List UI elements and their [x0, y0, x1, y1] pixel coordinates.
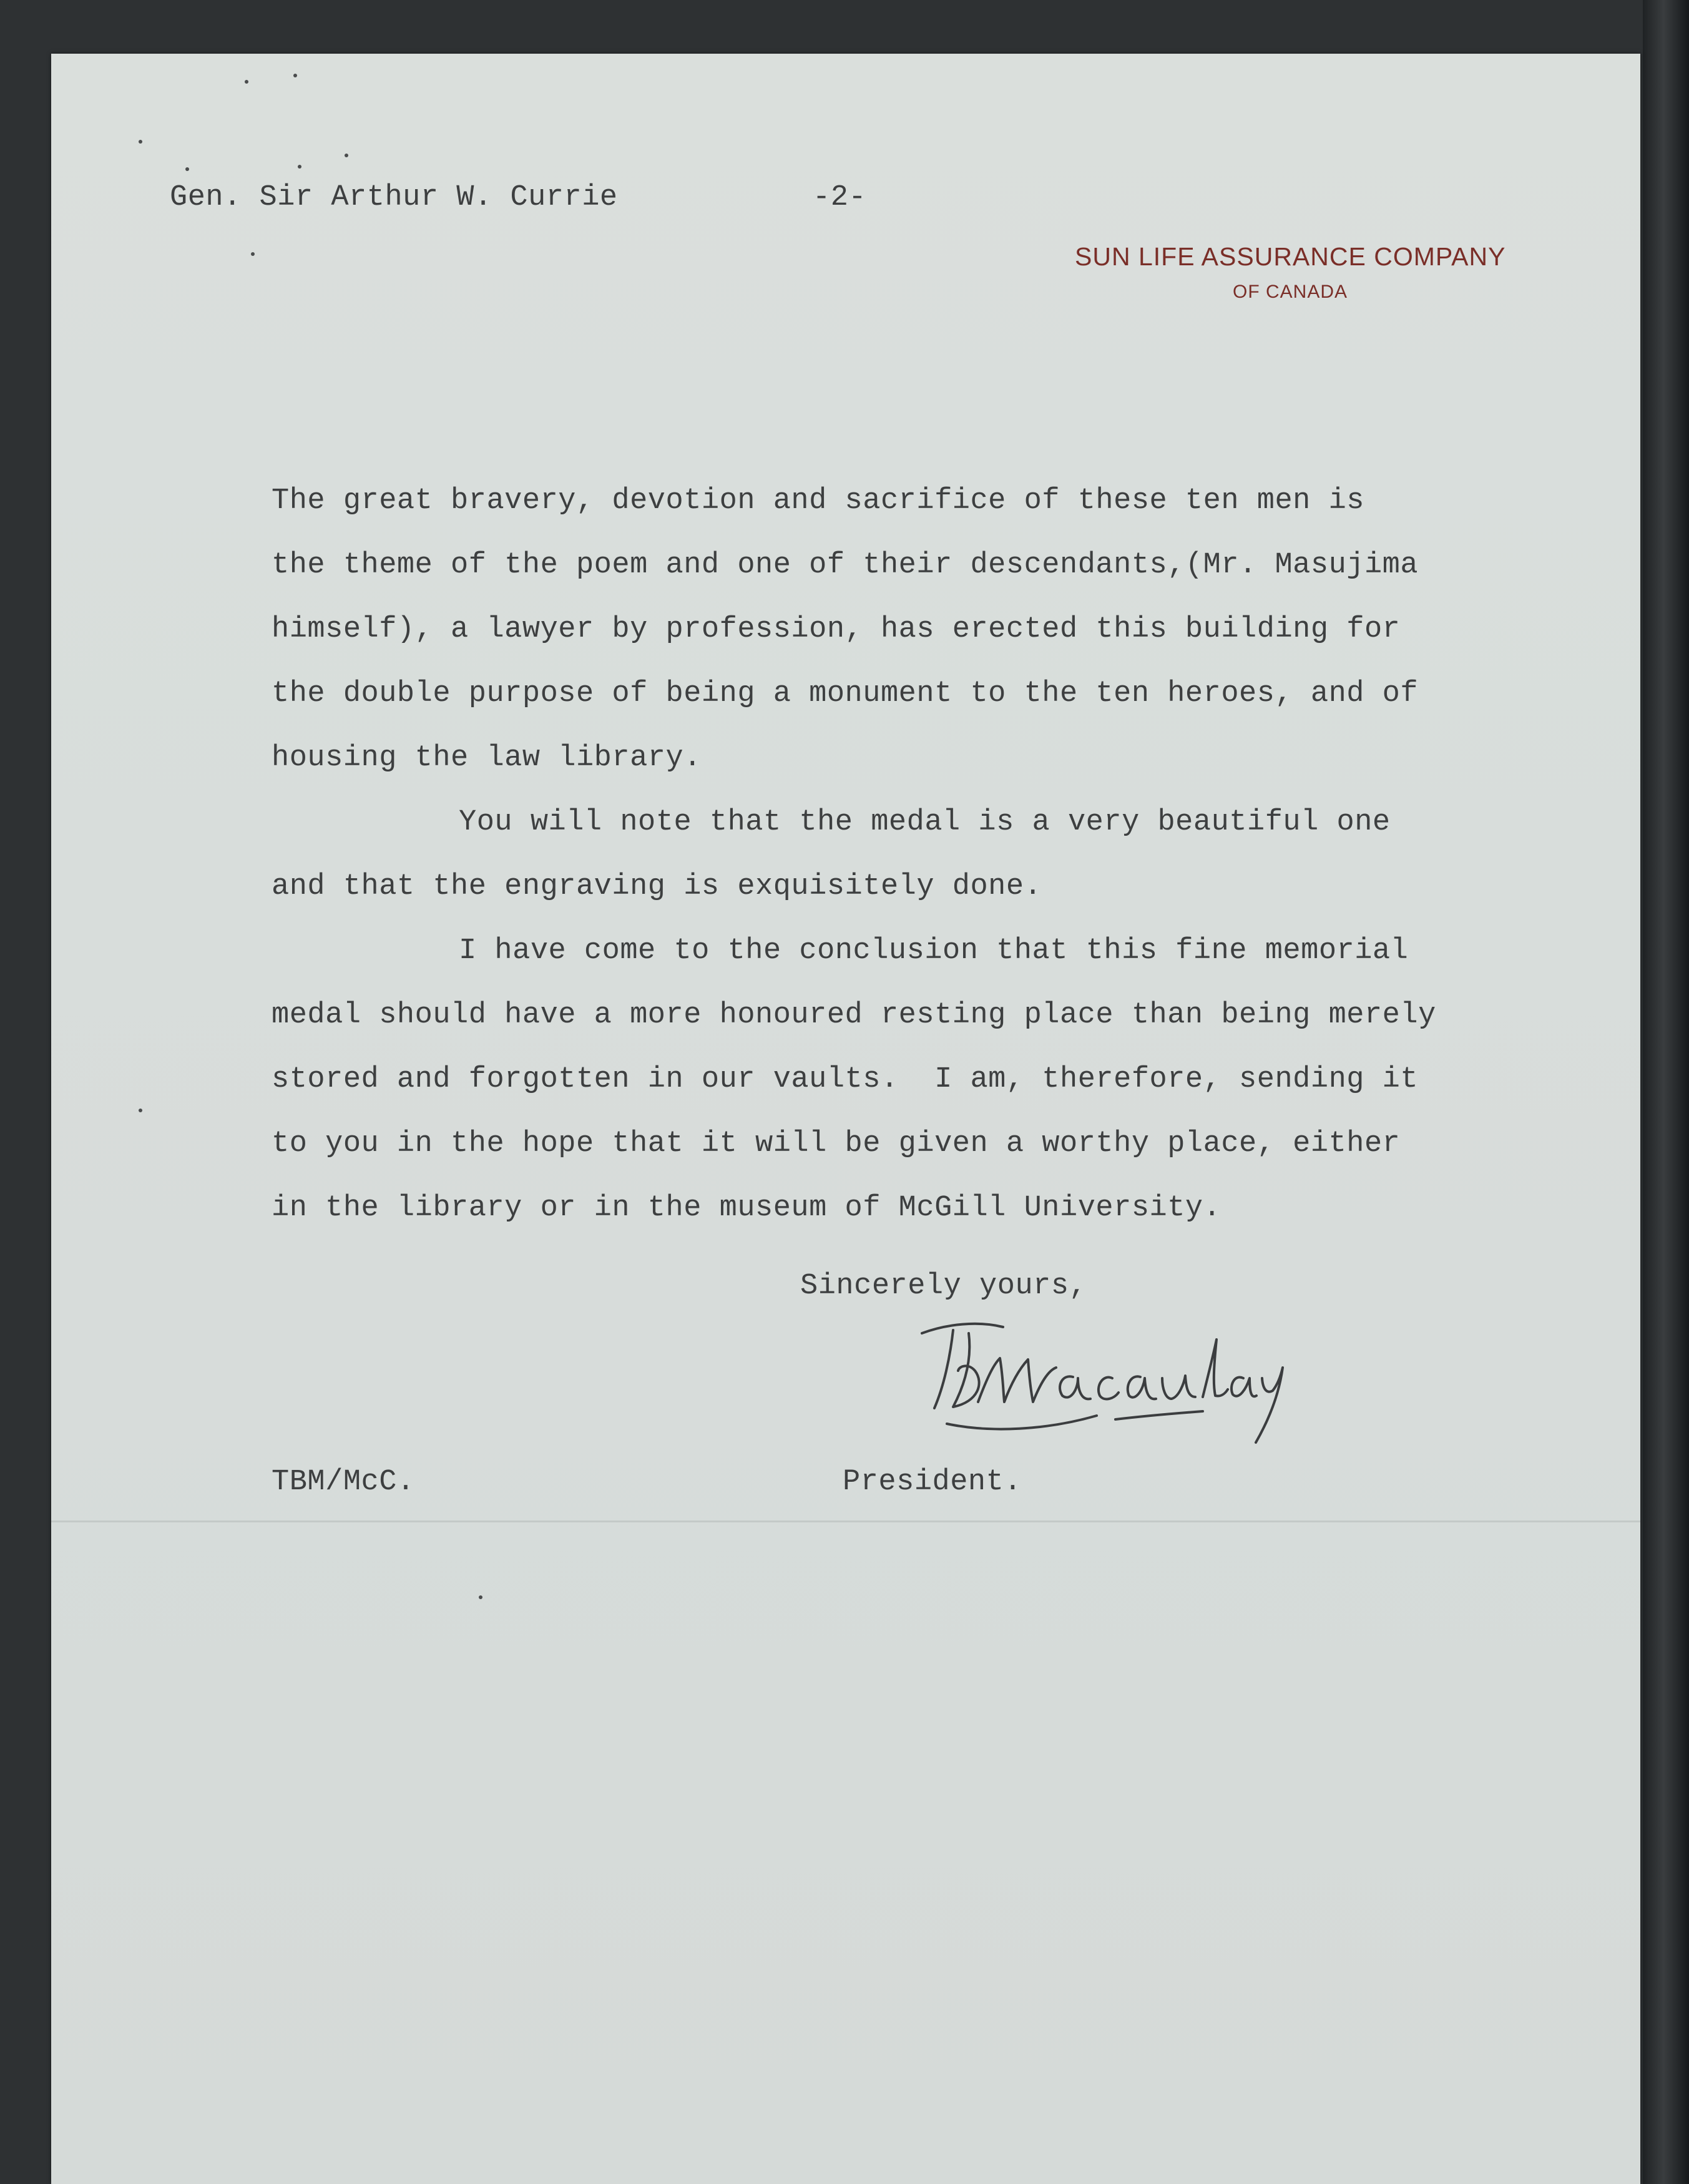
body-line: stored and forgotten in our vaults. I am, therefore, sending it	[272, 1063, 1419, 1096]
body-line: the theme of the poem and one of their descendants,(Mr. Masujima	[272, 549, 1419, 582]
page-number: -2-	[813, 181, 867, 214]
body-line: himself), a lawyer by profession, has erected this building for	[272, 613, 1401, 646]
body-line: the double purpose of being a monument to the ten heroes, and of	[272, 677, 1419, 710]
ink-speck	[139, 140, 142, 144]
letterhead-country: OF CANADA	[1233, 282, 1348, 302]
scan-backdrop	[1643, 0, 1689, 2184]
ink-speck	[185, 167, 189, 171]
paper-fold	[51, 1520, 1640, 1522]
ink-speck	[479, 1595, 482, 1599]
recipient-header: Gen. Sir Arthur W. Currie	[170, 181, 618, 214]
ink-speck	[298, 165, 301, 169]
ink-speck	[251, 252, 255, 256]
ink-speck	[345, 154, 348, 157]
body-line: I have come to the conclusion that this fine memorial	[459, 934, 1409, 967]
ink-speck	[245, 80, 248, 84]
body-line: to you in the hope that it will be given a worthy place, either	[272, 1127, 1401, 1160]
signatory-title: President.	[843, 1466, 1022, 1499]
body-line: in the library or in the museum of McGill University.	[272, 1192, 1221, 1225]
closing-salutation: Sincerely yours,	[800, 1270, 1087, 1303]
letter-body	[272, 469, 1551, 1240]
body-line: medal should have a more honoured resting place than being merely	[272, 999, 1436, 1032]
ink-speck	[293, 74, 297, 77]
reference-initials: TBM/McC.	[272, 1466, 415, 1499]
letter-page	[51, 54, 1640, 2184]
body-line: You will note that the medal is a very beautiful one	[459, 806, 1391, 839]
body-line: housing the law library.	[272, 742, 702, 775]
body-line: The great bravery, devotion and sacrifice of these ten men is	[272, 484, 1364, 517]
handwritten-signature	[909, 1308, 1296, 1452]
letterhead-company: SUN LIFE ASSURANCE COMPANY	[1075, 242, 1506, 271]
ink-speck	[139, 1109, 142, 1112]
body-line: and that the engraving is exquisitely done.	[272, 870, 1042, 903]
